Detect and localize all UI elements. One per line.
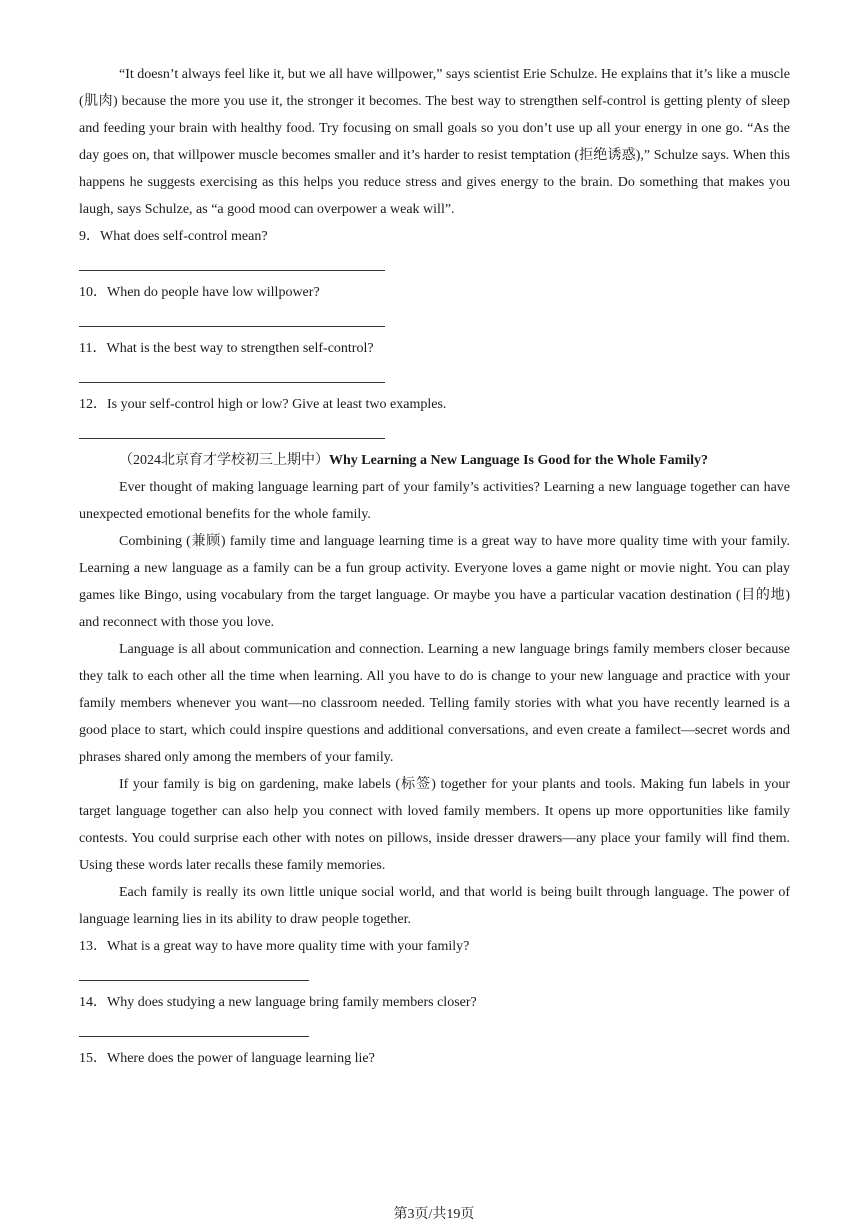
- document-page: [79, 0, 790, 1072]
- question-14: 14．Why does studying a new language bring family members closer?: [79, 995, 477, 1010]
- question-13: 13．What is a great way to have more quality time with your family?: [79, 939, 470, 954]
- passage-source: （2024北京育才学校初三上期中）: [119, 453, 329, 468]
- answer-line-11[interactable]: [79, 362, 790, 391]
- answer-line-13[interactable]: [79, 960, 790, 989]
- passage-paragraph: Language is all about communication and connection. Learning a new language brings family members closer because they talk to each other all the time when learning. All you have to do is change to your new language and practice with your family members whenever you want—no classroom needed. Telling family stories with what you have recently learned is a good place to start, which could inspire questions and additional conversations, and even create a familect—secret words and phrases shared only among the members of your family.: [79, 642, 790, 765]
- answer-line-14[interactable]: [79, 1016, 790, 1045]
- passage-paragraph: Each family is really its own little unique social world, and that world is being built through language. The power of language learning lies in its ability to draw people together.: [79, 885, 790, 927]
- question-10: 10．When do people have low willpower?: [79, 285, 320, 300]
- passage-paragraph: Ever thought of making language learning part of your family’s activities? Learning a new language together can have unexpected emotional benefits for the whole family.: [79, 480, 790, 522]
- question-15: 15．Where does the power of language learning lie?: [79, 1051, 375, 1066]
- answer-line-9[interactable]: [79, 250, 790, 279]
- passage-heading: [79, 447, 790, 474]
- answer-line-12[interactable]: [79, 418, 790, 447]
- passage-paragraph: “It doesn’t always feel like it, but we all have willpower,” says scientist Erie Schulze. He explains that it’s like a muscle (肌肉) because the more you use it, the stronger it becomes. The best way to strengthen self-control is getting plenty of sleep and feeding your brain with healthy food. Try focusing on small goals so you don’t use up all your energy in one go. “As the day goes on, that willpower muscle becomes smaller and it’s harder to resist temptation (拒绝诱惑),” Schulze says. When this happens he suggests exercising as this helps you reduce stress and gives energy to the brain. Do something that makes you laugh, says Schulze, as “a good mood can overpower a weak will”.: [79, 67, 790, 217]
- passage-paragraph: Combining (兼顾) family time and language learning time is a great way to have more quality time with your family. Learning a new language as a family can be a fun group activity. Everyone loves a game night or movie night. You can play games like Bingo, using vocabulary from the target language. Or maybe you have a particular vacation destination (目的地) and reconnect with those you love.: [79, 534, 790, 630]
- passage-title: Why Learning a New Language Is Good for the Whole Family?: [329, 453, 709, 468]
- question-12: 12．Is your self-control high or low? Give at least two examples.: [79, 397, 447, 412]
- question-9: 9．What does self-control mean?: [79, 229, 268, 244]
- page-number: 第3页/共19页: [393, 1207, 475, 1222]
- question-11: 11．What is the best way to strengthen self-control?: [79, 341, 374, 356]
- passage-paragraph: If your family is big on gardening, make labels (标签) together for your plants and tools. Making fun labels in your target language together can also help you connect with loved family members. It opens up more opportunities like family contests. You could surprise each other with notes on pillows, inside dresser drawers—any place your family will find them. Using these words later recalls these family memories.: [79, 777, 790, 873]
- answer-line-10[interactable]: [79, 306, 790, 335]
